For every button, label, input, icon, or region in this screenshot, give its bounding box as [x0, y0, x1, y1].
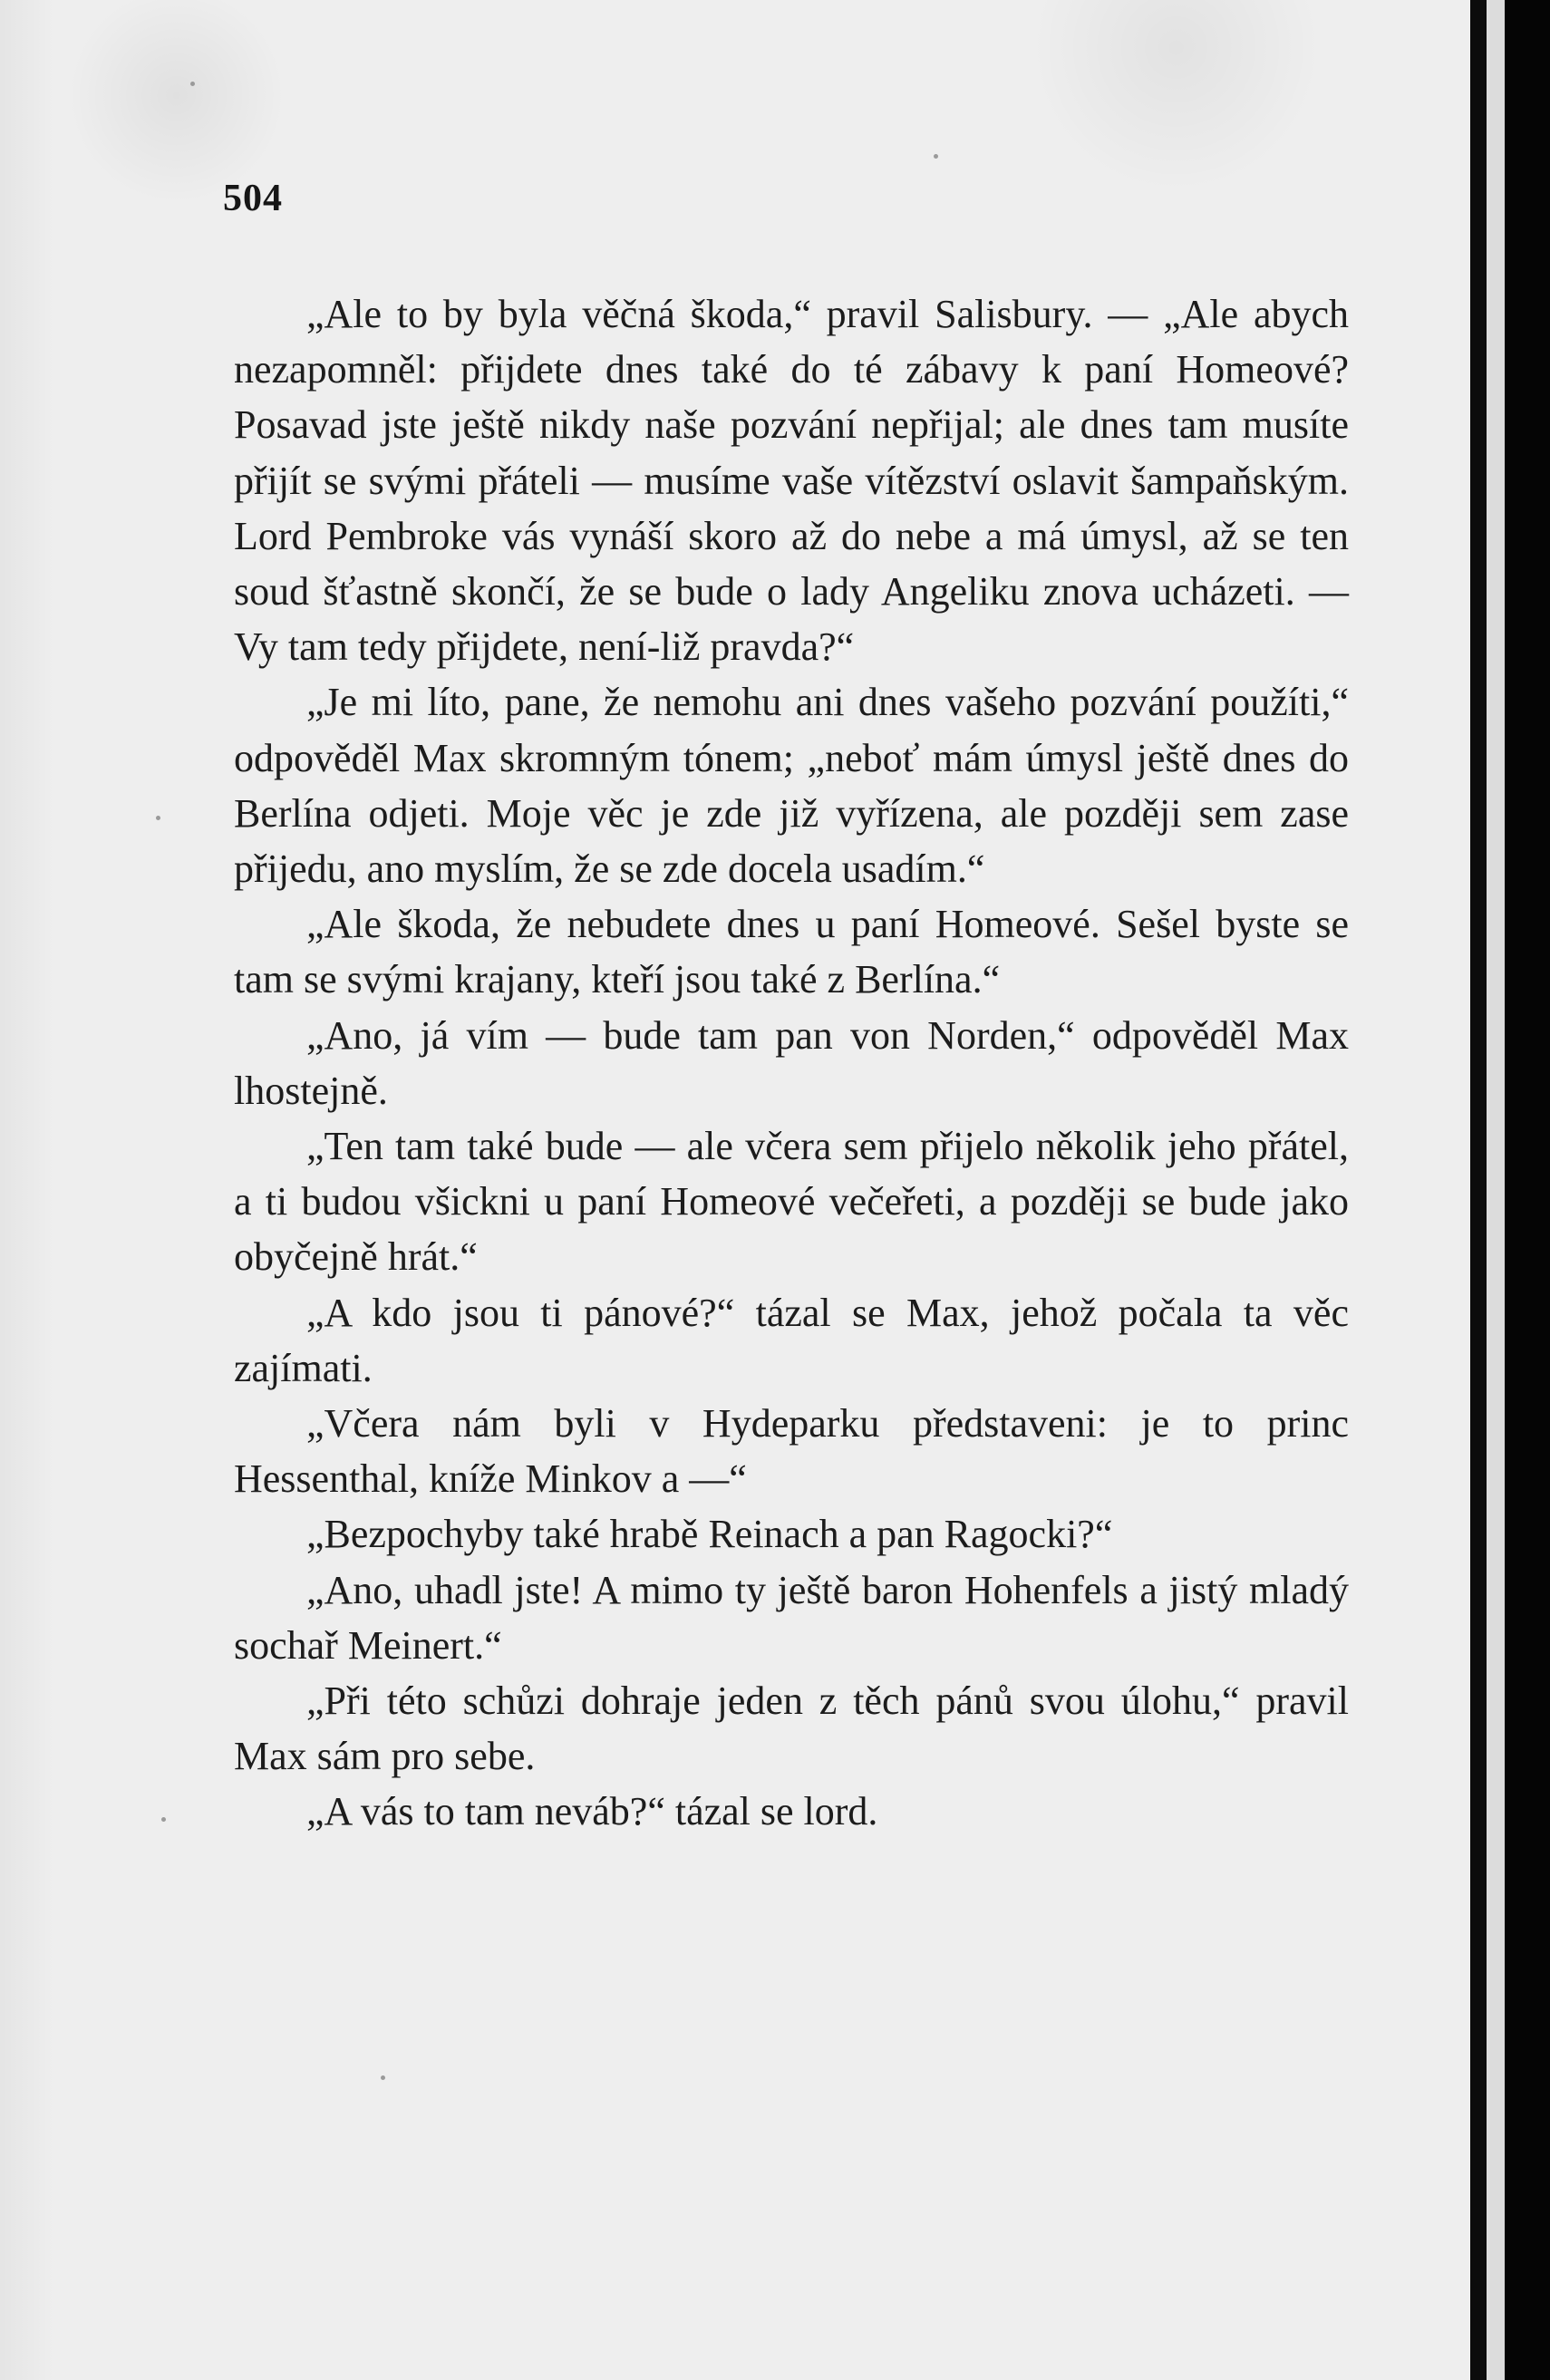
- paragraph: „Včera nám byli v Hydeparku představeni: je to princ Hessenthal, kníže Minkov a —“: [234, 1401, 1349, 1502]
- next-page-edge: [1487, 0, 1505, 2380]
- paper-speck: [156, 816, 160, 820]
- paragraph: „Ale škoda, že nebudete dnes u paní Homeové. Sešel byste se tam se svými krajany, kteří jsou také z Berlína.“: [234, 902, 1349, 1002]
- paragraph: „Ano, já vím — bude tam pan von Norden,“ odpověděl Max lhostejně.: [234, 1012, 1349, 1113]
- paper-speck: [934, 154, 938, 159]
- paper-speck: [190, 82, 195, 86]
- paragraph: „Ano, uhadl jste! A mimo ty ještě baron Hohenfels a jistý mladý sochař Meinert.“: [234, 1567, 1349, 1668]
- paper-speck: [381, 2075, 385, 2080]
- scan-border: [1505, 0, 1550, 2380]
- paragraph: „Je mi líto, pane, že nemohu ani dnes vašeho pozvání použíti,“ odpověděl Max skromným tónem; „neboť mám úmysl ještě dnes do Berlína odjeti. Moje věc je zde již vyřízena, ale později sem zase přijedu, ano myslím, že se zde docela usadím.“: [234, 680, 1349, 892]
- paragraph: „A vás to tam neváb?“ tázal se lord.: [306, 1789, 878, 1834]
- binding-shadow: [1470, 0, 1487, 2380]
- paper-speck: [161, 1817, 166, 1822]
- paragraph: „A kdo jsou ti pánové?“ tázal se Max, jehož počala ta věc zajímati.: [234, 1290, 1349, 1390]
- paragraph: „Ten tam také bude — ale včera sem přijelo několik jeho přátel, a ti budou všickni u paní Homeové večeřeti, a později se bude jako obyčejně hrát.“: [234, 1124, 1349, 1280]
- paragraph: „Při této schůzi dohraje jeden z těch pánů svou úlohu,“ pravil Max sám pro sebe.: [234, 1679, 1349, 1779]
- body-text: [234, 286, 1349, 1840]
- page-number: 504: [223, 178, 283, 219]
- paragraph: „Bezpochyby také hrabě Reinach a pan Ragocki?“: [306, 1512, 1113, 1557]
- paragraph: „Ale to by byla věčná škoda,“ pravil Salisbury. — „Ale abych nezapomněl: přijdete dnes také do té zábavy k paní Homeové? Posavad jste ještě nikdy naše pozvání nepřijal; ale dnes tam musíte přijít se svými přáteli — musíme vaše vítězství oslavit šampaňským. Lord Pembroke vás vynáší skoro až do nebe a má úmysl, až se ten soud šťastně skončí, že se bude o lady Angeliku znova ucházeti. — Vy tam tedy přijdete, není-liž pravda?“: [234, 292, 1349, 670]
